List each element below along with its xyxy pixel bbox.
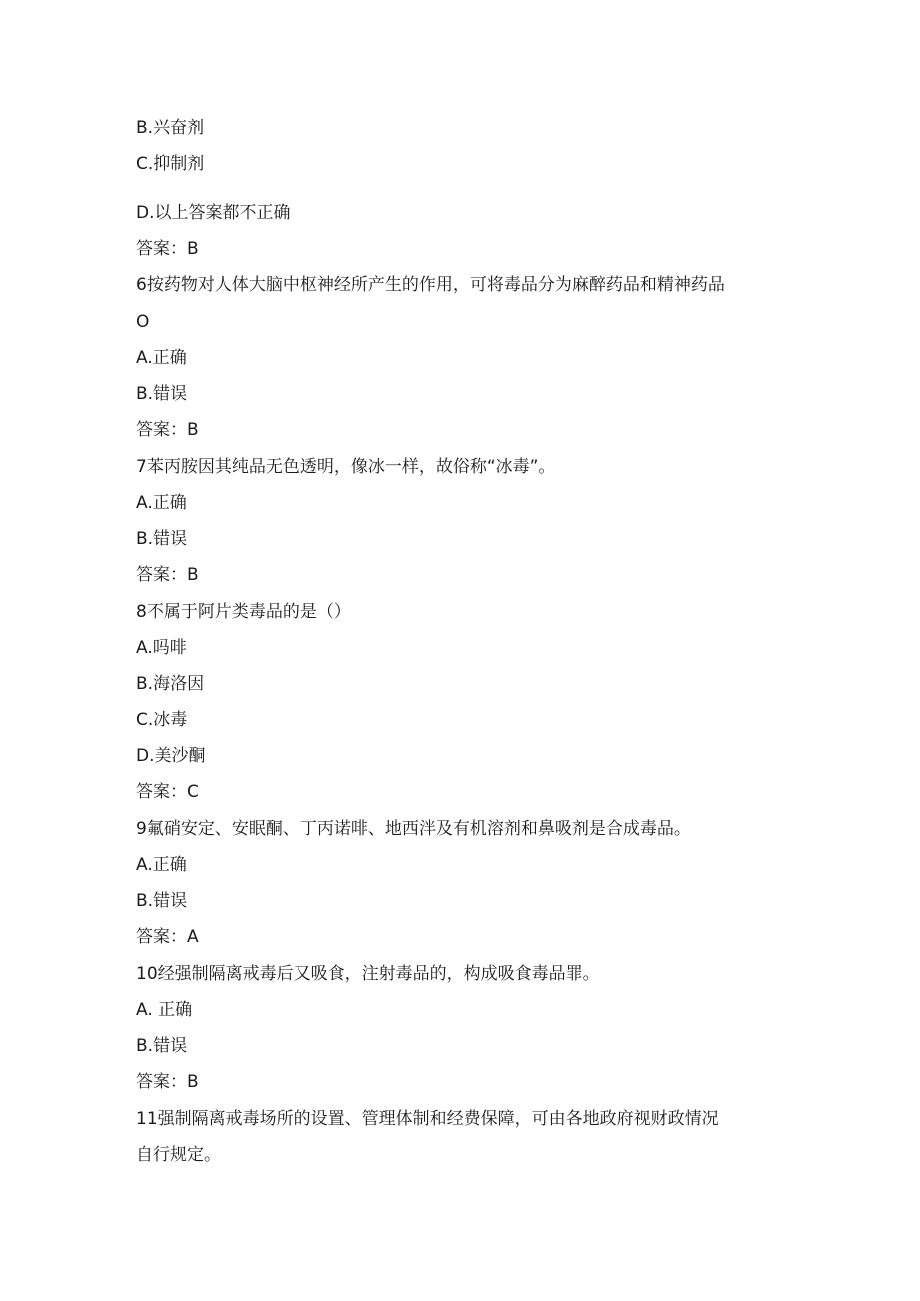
answer-text: 答案：B — [136, 239, 199, 259]
option-a-text: A.吗啡 — [136, 638, 187, 658]
option-b-text: B.错误 — [136, 1036, 188, 1056]
option-b-text: B.错误 — [136, 529, 188, 549]
option-b-text: B.错误 — [136, 384, 188, 404]
question-11-continuation: 自行规定。 — [136, 1145, 221, 1165]
question-11-text: 11强制隔离戒毒场所的设置、管理体制和经费保障，可由各地政府视财政情况 — [136, 1109, 719, 1129]
question-10-text: 10经强制隔离戒毒后又吸食，注射毒品的，构成吸食毒品罪。 — [136, 964, 600, 984]
question-6-continuation: O — [136, 312, 150, 332]
option-b-text: B.海洛因 — [136, 674, 205, 694]
answer-text: 答案：B — [136, 1072, 199, 1092]
option-d-text: D.以上答案都不正确 — [136, 203, 291, 223]
option-a-text: A.正确 — [136, 855, 187, 875]
option-a-text: A. 正确 — [136, 1000, 193, 1020]
option-b-text: B.兴奋剂 — [136, 118, 205, 138]
question-7-text: 7苯丙胺因其纯品无色透明，像冰一样，故俗称“冰毒”。 — [136, 457, 556, 477]
option-a-text: A.正确 — [136, 348, 187, 368]
question-6-text: 6按药物对人体大脑中枢神经所产生的作用，可将毒品分为麻醉药品和精神药品 — [136, 275, 725, 295]
question-9-text: 9氟硝安定、安眠酮、丁丙诺啡、地西泮及有机溶剂和鼻吸剂是合成毒品。 — [136, 819, 691, 839]
option-c-text: C.抑制剂 — [136, 154, 205, 174]
option-a-text: A.正确 — [136, 493, 187, 513]
question-8-text: 8不属于阿片类毒品的是（） — [136, 602, 351, 622]
answer-text: 答案：C — [136, 782, 199, 802]
option-c-text: C.冰毒 — [136, 710, 188, 730]
option-b-text: B.错误 — [136, 891, 188, 911]
option-d-text: D.美沙酮 — [136, 746, 206, 766]
answer-text: 答案：B — [136, 420, 199, 440]
answer-text: 答案：A — [136, 927, 199, 947]
answer-text: 答案：B — [136, 565, 199, 585]
